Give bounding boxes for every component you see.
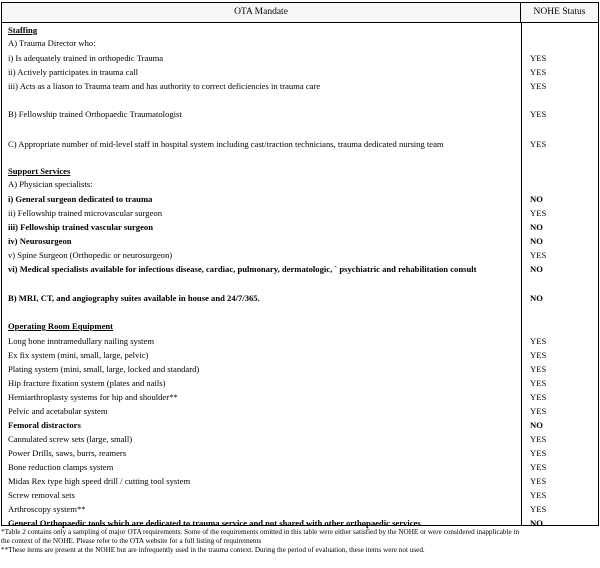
mandate-text: General Orthopaedic tools which are dedicated to trauma service and not shared with other orthopaedic services [8,518,421,528]
table-row [2,391,598,404]
status-value: YES [530,250,547,260]
table-row [2,461,598,474]
footnote-line-2: the context of the NOHE. Please refer to the OTA website for a full listing of requirements [1,537,262,545]
status-value: YES [530,406,547,416]
mandate-text: Arthroscopy system** [8,504,86,514]
mandate-text: i) General surgeon dedicated to trauma [8,194,153,204]
table-row [2,108,598,121]
status-value: YES [530,504,547,514]
table-row [2,37,598,50]
table-row [2,489,598,502]
status-value: YES [530,139,547,149]
mandate-text: Midas Rex type high speed drill / cutting tool system [8,476,191,486]
mandate-text: Femoral distractors [8,420,81,430]
table-row [2,475,598,488]
table-row [2,80,598,93]
status-value: YES [530,392,547,402]
table-row [2,165,598,178]
mandate-text: Plating system (mini, small, large, locked and standard) [8,364,200,374]
table-row [2,263,598,276]
status-value: YES [530,67,547,77]
mandate-text: ii) Actively participates in trauma call [8,67,139,77]
table-row [2,503,598,516]
header-ota-mandate: OTA Mandate [2,3,521,22]
status-value: YES [530,462,547,472]
mandate-text: Hip fracture fixation system (plates and nails) [8,378,166,388]
ota-mandate-table [1,2,599,526]
table-row [2,24,598,37]
status-value: YES [530,109,547,119]
status-value: NO [530,293,543,303]
table-row [2,292,598,305]
section-heading: Support Services [8,166,71,176]
mandate-text: i) Is adequately trained in orthopedic Trauma [8,53,164,63]
section-heading: Operating Room Equipment [8,321,114,331]
table-row [2,207,598,220]
table-row [2,193,598,206]
status-value: NO [530,518,543,528]
table-row [2,249,598,262]
mandate-text: iv) Neurosurgeon [8,236,72,246]
status-value: YES [530,490,547,500]
status-value: YES [530,434,547,444]
mandate-text: Long bone inntramedullary nailing system [8,336,155,346]
table-row [2,433,598,446]
mandate-text: B) MRI, CT, and angiography suites available in house and 24/7/365. [8,293,260,303]
status-value: YES [530,336,547,346]
table-row [2,419,598,432]
mandate-text: v) Spine Surgeon (Orthopedic or neurosurgeon) [8,250,173,260]
mandate-text: ii) Fellowship trained microvascular surgeon [8,208,163,218]
status-value: YES [530,476,547,486]
status-value: NO [530,194,543,204]
section-heading: Staffing [8,25,38,35]
mandate-text: Pelvic and acetabular system [8,406,108,416]
table-row [2,363,598,376]
table-row [2,178,598,191]
table-row [2,221,598,234]
status-value: YES [530,53,547,63]
mandate-text: Cannulated screw sets (large, small) [8,434,133,444]
table-row [2,405,598,418]
footnote-line-3: **These items are present at the NOHE but are infrequently used in the trauma context. During the period of evaluation, these items were not used. [1,546,425,554]
table-row [2,320,598,333]
mandate-text: Bone reduction clamps system [8,462,114,472]
table-row [2,377,598,390]
mandate-text: C) Appropriate number of mid-level staff in hospital system including cast/traction technicians, trauma dedicated nursing team [8,139,444,149]
mandate-text: Ex fix system (mini, small, large, pelvic) [8,350,149,360]
table-header [2,3,598,23]
status-value: NO [530,264,543,274]
table-row [2,349,598,362]
table-row [2,138,598,151]
mandate-text: iii) Acts as a liason to Trauma team and has authority to correct deficiencies in trauma care [8,81,321,91]
header-nohe-status: NOHE Status [533,7,586,17]
status-value: NO [530,236,543,246]
status-value: YES [530,448,547,458]
mandate-text: B) Fellowship trained Orthopaedic Traumatologist [8,109,182,119]
status-value: YES [530,364,547,374]
status-value: YES [530,81,547,91]
status-value: YES [530,208,547,218]
status-value: NO [530,222,543,232]
table-row [2,235,598,248]
mandate-text: Hemiarthroplasty systems for hip and shoulder** [8,392,178,402]
mandate-text: Power Drills, saws, burrs, reamers [8,448,127,458]
table-row [2,335,598,348]
mandate-text: A) Physician specialists: [8,179,93,189]
mandate-text: iii) Fellowship trained vascular surgeon [8,222,153,232]
table-row [2,66,598,79]
footnote-line-1: *Table 2 contains only a sampling of major OTA requirements. Some of the requirements omitted in this table were either satisfied by the NOHE or were considered inapplicable in [1,528,520,536]
status-value: NO [530,420,543,430]
status-value: YES [530,350,547,360]
table-row [2,447,598,460]
status-value: YES [530,378,547,388]
mandate-text: A) Trauma Director who: [8,38,96,48]
mandate-text: Screw removal sets [8,490,75,500]
table-row [2,52,598,65]
mandate-text: vi) Medical specialists available for infectious disease, cardiac, pulmonary, dermatologic, ` psychiatric and rehabilitation consult [8,264,477,274]
